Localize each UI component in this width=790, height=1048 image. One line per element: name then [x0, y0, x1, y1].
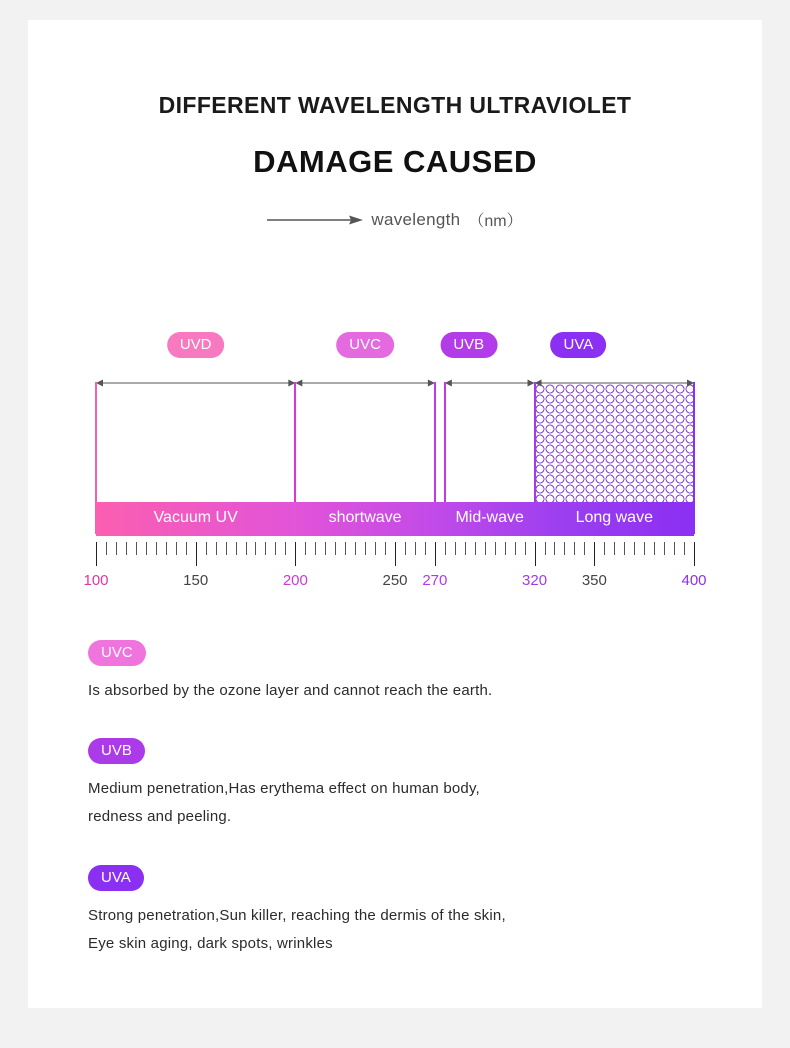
ruler-tick [674, 542, 675, 555]
ruler-tick [136, 542, 137, 555]
ruler-tick [405, 542, 406, 555]
description-line: Eye skin aging, dark spots, wrinkles [88, 934, 333, 952]
ruler-tick [96, 542, 97, 566]
ruler-tick [365, 542, 366, 555]
ruler-tick [535, 542, 536, 566]
ruler-tick [654, 542, 655, 555]
ruler-tick [295, 542, 296, 566]
ruler-tick [325, 542, 326, 555]
wavelength-caption [28, 208, 762, 231]
badge-uvb: UVB [88, 738, 145, 764]
ruler-tick [624, 542, 625, 555]
ruler-tick [126, 542, 127, 555]
ruler-tick [246, 542, 247, 555]
arrow-right-icon [267, 213, 363, 227]
description-uvb [88, 738, 728, 831]
ruler-tick [156, 542, 157, 555]
ruler-tick [395, 542, 396, 566]
band-label-uvc: UVC [336, 332, 394, 358]
ruler-tick [385, 542, 386, 555]
ruler-tick [634, 542, 635, 555]
band-label-uvd: UVD [167, 332, 225, 358]
uv-spectrum-chart [28, 320, 762, 610]
ruler-tick [305, 542, 306, 555]
ruler-tick [275, 542, 276, 555]
ruler-tick [216, 542, 217, 555]
axis-tick-label: 350 [581, 572, 607, 589]
ruler-tick [186, 542, 187, 555]
ruler-tick [335, 542, 336, 555]
ruler-tick [495, 542, 496, 555]
ruler-tick [614, 542, 615, 555]
ruler-tick [345, 542, 346, 555]
band-label-uva: UVA [551, 332, 607, 358]
description-line: Is absorbed by the ozone layer and cannot reach the earth. [88, 682, 493, 699]
ruler-tick [355, 542, 356, 555]
wavelength-label: wavelength [371, 209, 461, 229]
ruler-tick [415, 542, 416, 555]
band-label-uvb: UVB [440, 332, 497, 358]
axis-tick-label: 320 [522, 572, 548, 589]
description-uva [88, 865, 728, 958]
axis-tick-label: 400 [681, 572, 707, 589]
segment-label: shortwave [328, 509, 402, 526]
ruler-tick [176, 542, 177, 555]
segment-label: Long wave [575, 509, 653, 526]
ruler-tick [116, 542, 117, 555]
badge-uva: UVA [88, 865, 144, 891]
ruler-tick [445, 542, 446, 555]
ruler-tick [236, 542, 237, 555]
description-line: Strong penetration,Sun killer, reaching the dermis of the skin, [88, 907, 506, 924]
wavelength-ruler [96, 542, 694, 568]
axis-tick-label: 100 [83, 572, 109, 589]
description-line: Medium penetration,Has erythema effect on human body, [88, 780, 480, 797]
page-title-secondary: DAMAGE CAUSED [253, 144, 537, 179]
ruler-tick [315, 542, 316, 555]
band-range-arrows [28, 375, 762, 395]
ruler-tick [515, 542, 516, 555]
ruler-tick [604, 542, 605, 555]
spectrum-bar [96, 502, 694, 536]
description-line: redness and peeling. [88, 807, 232, 825]
description-uvc [88, 640, 728, 705]
ruler-tick [525, 542, 526, 555]
ruler-tick [226, 542, 227, 555]
ruler-tick [265, 542, 266, 555]
ruler-tick [166, 542, 167, 555]
ruler-tick [455, 542, 456, 555]
ruler-tick [435, 542, 436, 566]
description-uvc-text [88, 677, 728, 705]
segment-label: Vacuum UV [153, 509, 238, 526]
description-uva-text [88, 902, 728, 958]
ruler-tick [375, 542, 376, 555]
axis-tick-label: 250 [382, 572, 408, 589]
ruler-tick [106, 542, 107, 555]
ruler-tick [545, 542, 546, 555]
ruler-tick [146, 542, 147, 555]
ruler-tick [285, 542, 286, 555]
ruler-tick [255, 542, 256, 555]
ruler-tick [206, 542, 207, 555]
ruler-tick [684, 542, 685, 555]
ruler-tick [644, 542, 645, 555]
description-uvb-text [88, 775, 728, 831]
ruler-tick [574, 542, 575, 555]
ruler-tick [485, 542, 486, 555]
ruler-tick [196, 542, 197, 566]
badge-uvc: UVC [88, 640, 146, 666]
ruler-tick [554, 542, 555, 555]
ruler-tick [584, 542, 585, 555]
ruler-tick [425, 542, 426, 555]
page-title-primary: DIFFERENT WAVELENGTH ULTRAVIOLET [158, 92, 632, 118]
segment-label: Mid-wave [455, 509, 524, 526]
ruler-tick [594, 542, 595, 566]
ruler-tick [694, 542, 695, 566]
ruler-tick [664, 542, 665, 555]
axis-tick-label: 200 [282, 572, 308, 589]
ruler-tick [505, 542, 506, 555]
ruler-tick [465, 542, 466, 555]
axis-tick-label: 270 [422, 572, 448, 589]
ruler-tick [564, 542, 565, 555]
poster-card [28, 20, 762, 1008]
wavelength-unit: （nm） [468, 213, 523, 230]
ruler-tick [475, 542, 476, 555]
axis-tick-label: 150 [183, 572, 209, 589]
